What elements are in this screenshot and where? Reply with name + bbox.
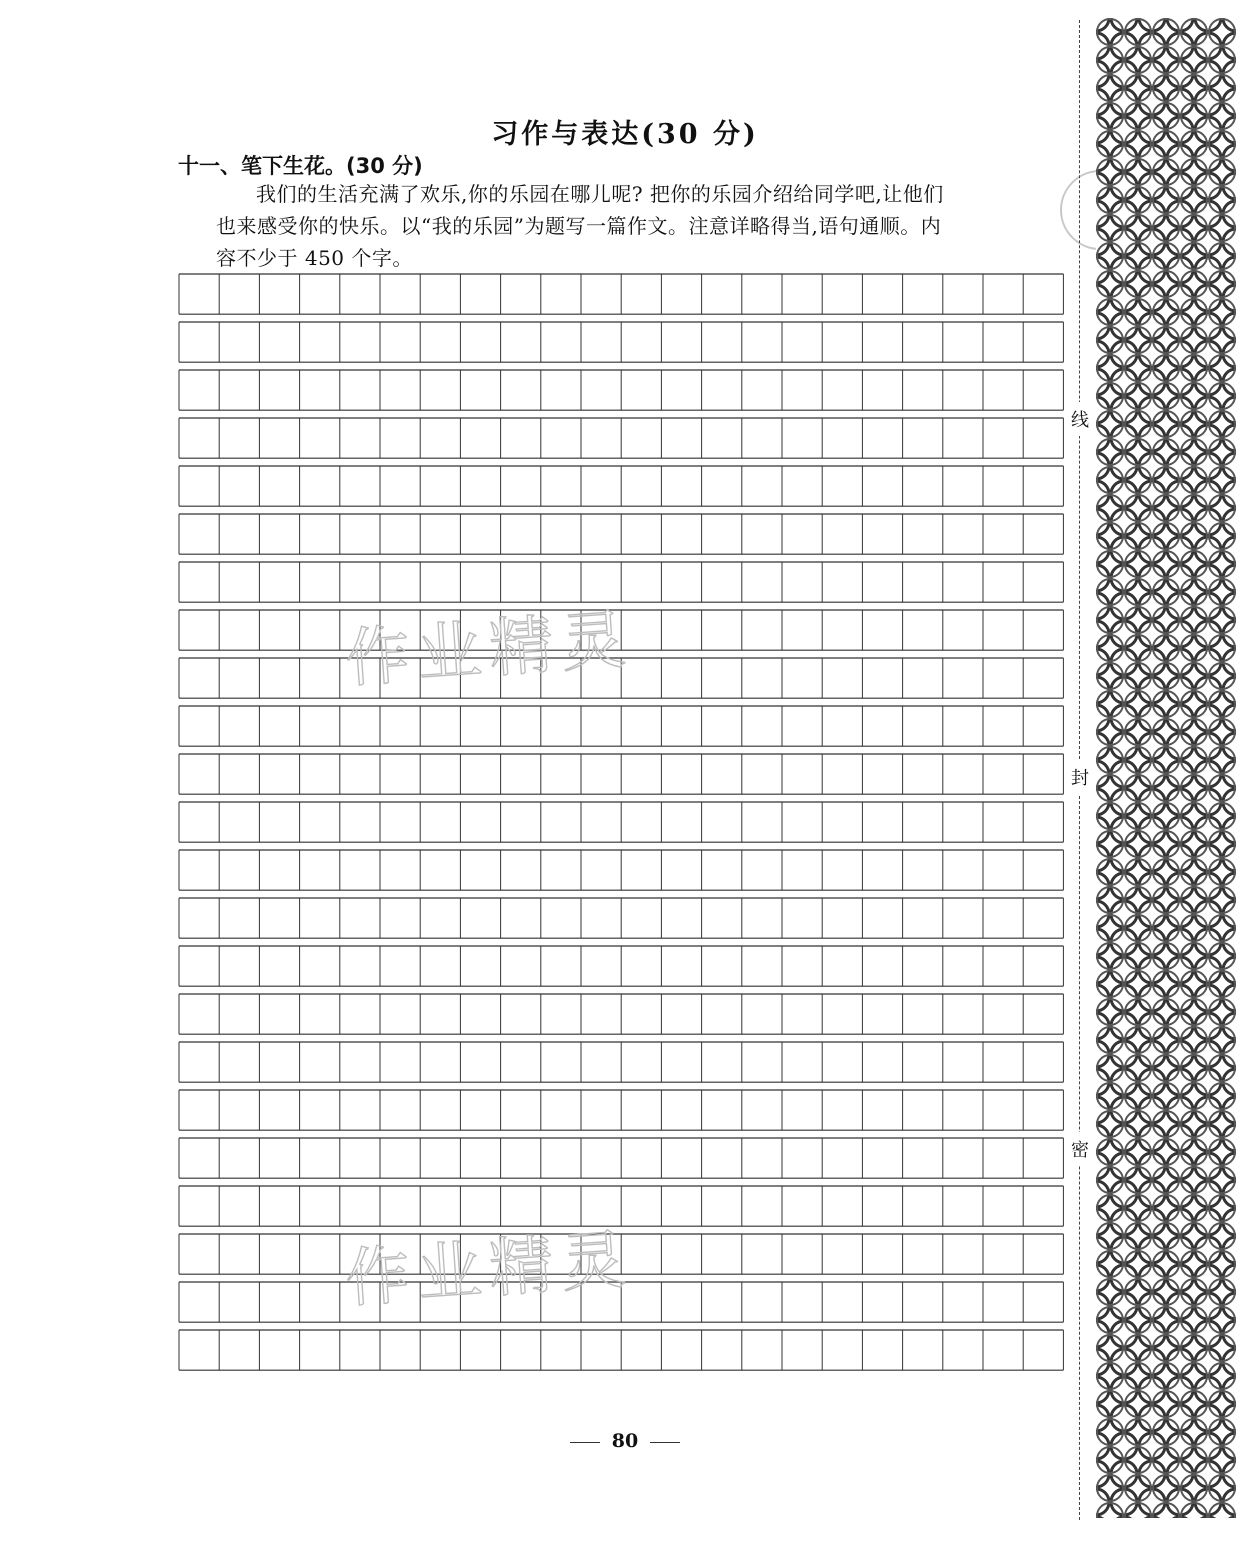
prompt-line-1: 我们的生活充满了欢乐,你的乐园在哪儿呢? 把你的乐园介绍给同学吧,让他们: [256, 182, 944, 206]
seal-word-xian: 线: [1070, 402, 1090, 436]
page-number: 80: [0, 1430, 1250, 1452]
question-label: 十一、笔下生花。(30 分): [178, 154, 423, 178]
section-title: 习作与表达(30 分): [491, 119, 759, 150]
decorative-border-pattern: [1096, 18, 1236, 1518]
watermark-upper: 作业精灵: [343, 603, 636, 697]
seal-word-feng: 封: [1070, 760, 1090, 794]
page-number-dash-right: [650, 1442, 680, 1443]
page-number-dash-left: [570, 1442, 600, 1443]
question-prompt: [216, 178, 1068, 274]
prompt-line-2: 也来感受你的快乐。以“我的乐园”为题写一篇作文。注意详略得当,语句通顺。内: [216, 214, 942, 238]
prompt-line-3: 容不少于 450 个字。: [216, 246, 413, 270]
seal-word-mi: 密: [1070, 1132, 1090, 1166]
watermark-lower: 作业精灵: [343, 1223, 636, 1317]
